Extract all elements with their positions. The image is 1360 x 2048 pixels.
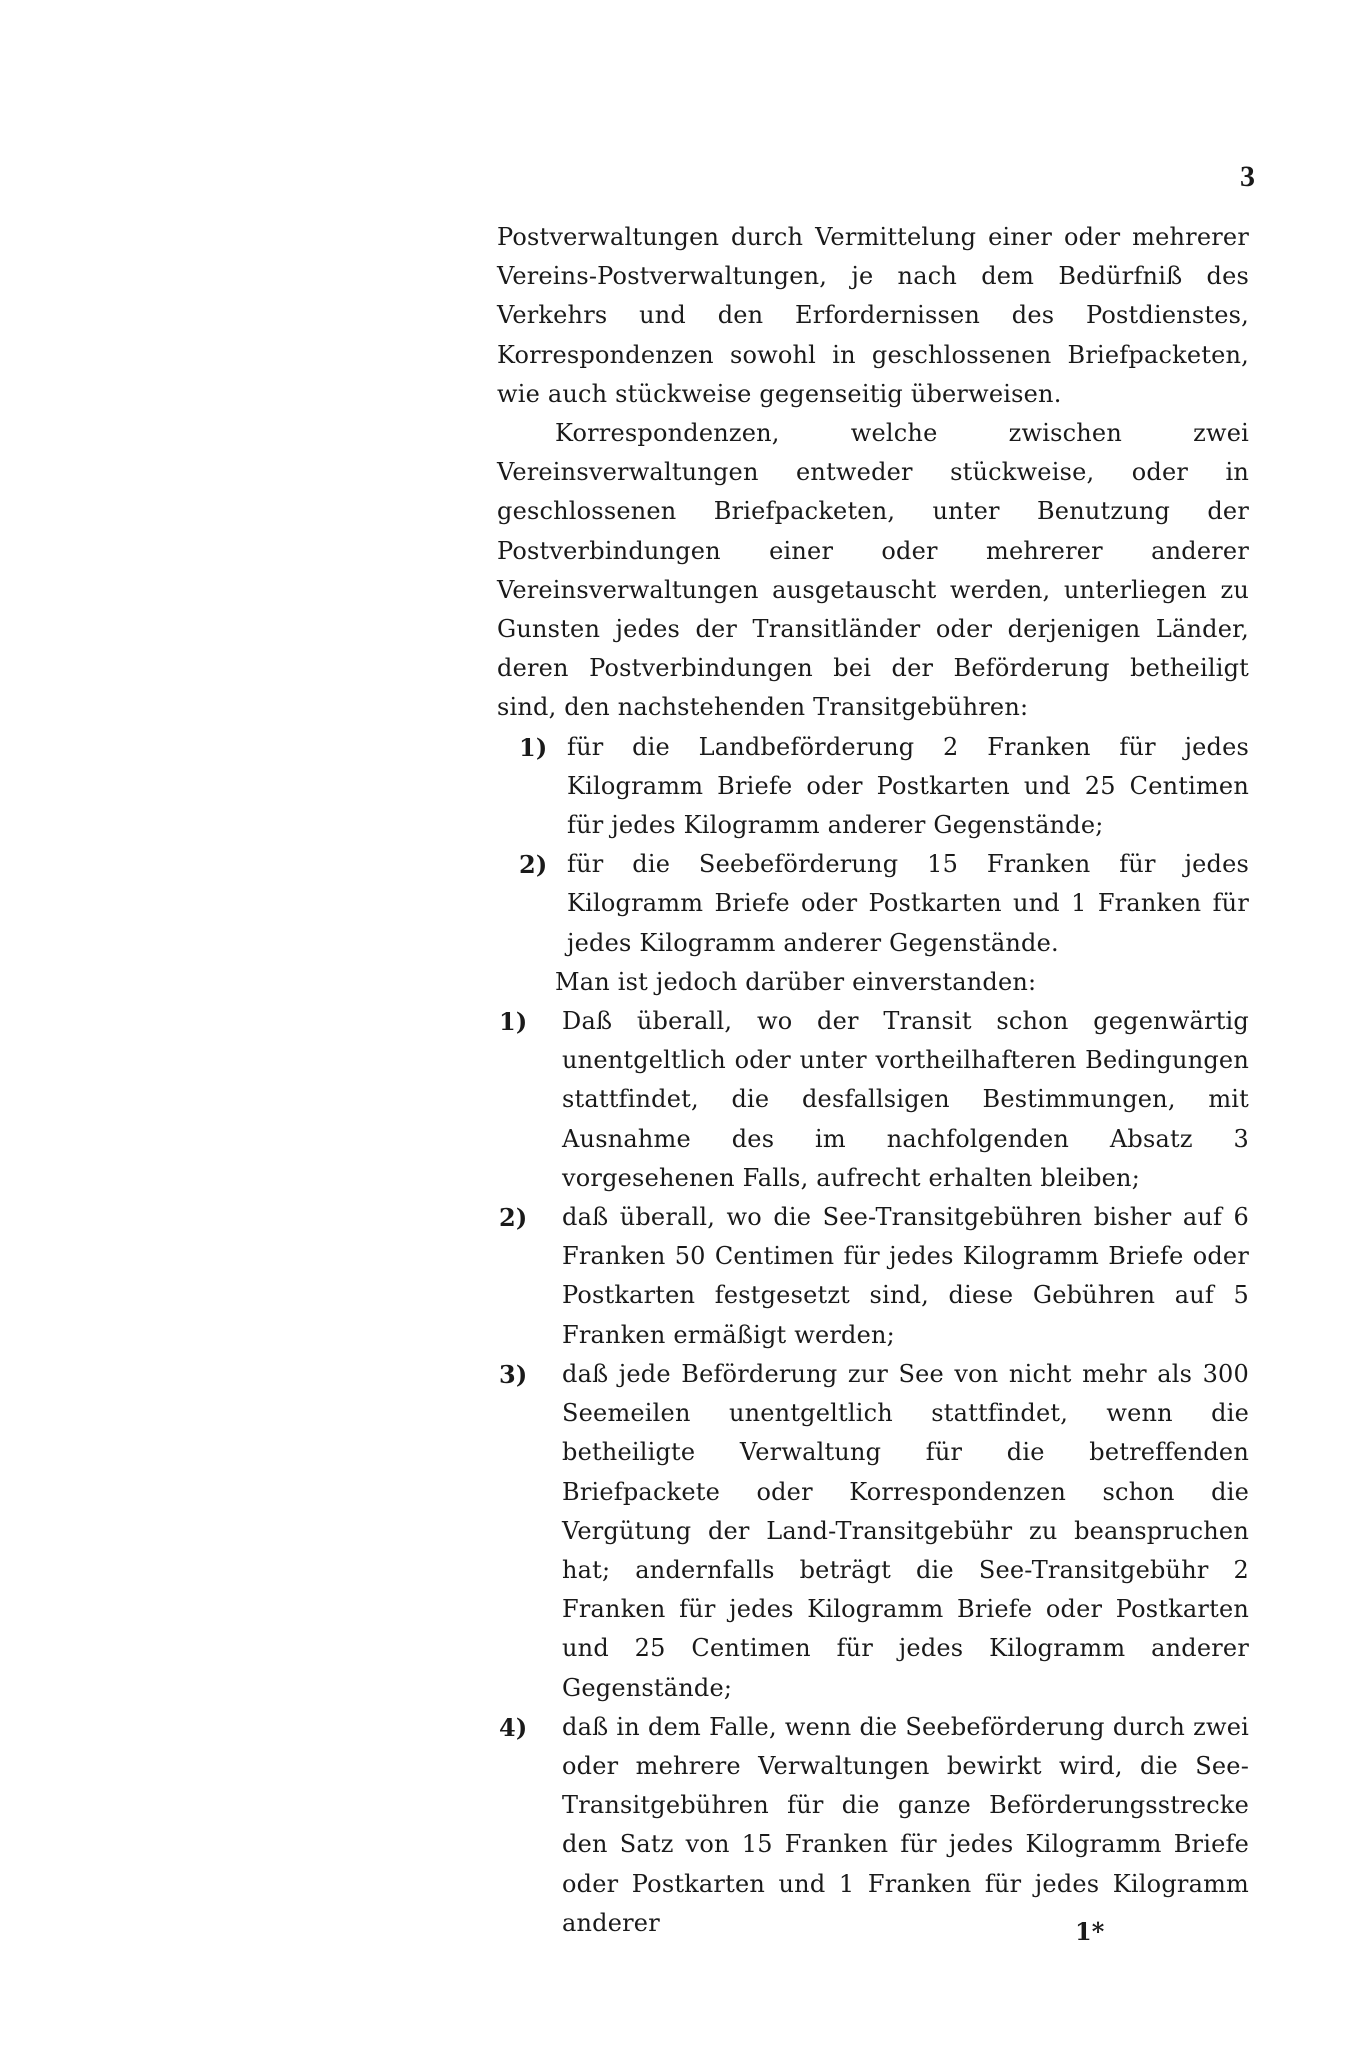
list-item-text: Daß überall, wo der Transit schon gegenwärtig unentgeltlich oder unter vortheilhafteren Bedingungen stattfindet, die desfallsigen Bestimmungen, mit Ausnahme des im nachfolgenden Absatz 3 vorgesehenen Falls, aufrecht erhalten bleiben; xyxy=(562,1007,1249,1192)
list-item-text: für die Seebeförderung 15 Franken für jedes Kilogramm Briefe oder Postkarten und 1 Franken für jedes Kilogramm anderer Gegenstände. xyxy=(567,850,1249,957)
list-item-text: daß jede Beförderung zur See von nicht mehr als 300 Seemeilen unentgeltlich stattfindet, wenn die betheiligte Verwaltung für die betreffenden Briefpackete oder Korrespondenzen schon die Vergütung der Land-Transitgebühr zu beanspruchen hat; andernfalls beträgt die See-Transitgebühr 2 Franken für jedes Kilogramm Briefe oder Postkarten und 25 Centimen für jedes Kilogramm anderer Gegenstände; xyxy=(562,1359,1249,1702)
list-item-text: daß in dem Falle, wenn die Seebeförderung durch zwei oder mehrere Verwaltungen bewirkt wird, die See-Transitgebühren für die ganze Beförderungsstrecke den Satz von 15 Franken für jedes Kilogramm Briefe oder Postkarten und 1 Franken für jedes Kilogramm anderer xyxy=(562,1712,1249,1937)
list-item xyxy=(497,728,1249,846)
list-number: 1) xyxy=(499,1007,528,1037)
body-text xyxy=(497,218,1249,1943)
page-number: 3 xyxy=(1240,160,1255,193)
list-item-text: daß überall, wo die See-Transitgebühren bisher auf 6 Franken 50 Centimen für jedes Kilogramm Briefe oder Postkarten festgesetzt sind, diese Gebühren auf 5 Franken ermäßigt werden; xyxy=(562,1203,1249,1349)
list-item xyxy=(497,1355,1249,1708)
agreement-list xyxy=(497,1002,1249,1943)
paragraph-transit-fees: Korrespondenzen, welche zwischen zwei Vereinsverwaltungen entweder stückweise, oder in geschlossenen Briefpacketen, unter Benutzung der Postverbindungen einer oder mehrerer anderer Vereinsverwaltungen ausgetauscht werden, unterliegen zu Gunsten jedes der Transitländer oder derjenigen Länder, deren Postverbindungen bei der Beförderung betheiligt sind, den nachstehenden Transitgebühren: xyxy=(497,419,1249,722)
list-number: 4) xyxy=(499,1712,528,1742)
signature-mark: 1* xyxy=(1075,1917,1105,1946)
list-item xyxy=(497,1198,1249,1355)
paragraph-continuation: Postverwaltungen durch Vermittelung einer oder mehrerer Vereins-Postverwaltungen, je nach dem Bedürfniß des Verkehrs und den Erfordernissen des Postdienstes, Korrespondenzen sowohl in geschlossenen Briefpacketen, wie auch stückweise gegenseitig überweisen. xyxy=(497,223,1249,408)
list-item xyxy=(497,845,1249,963)
list-number: 2) xyxy=(499,1203,528,1233)
list-item xyxy=(497,1002,1249,1198)
paragraph-agreement: Man ist jedoch darüber einverstanden: xyxy=(555,967,1037,996)
list-number: 3) xyxy=(499,1359,528,1389)
list-item-text: für die Landbeförderung 2 Franken für jedes Kilogramm Briefe oder Postkarten und 25 Centimen für jedes Kilogramm anderer Gegenstände; xyxy=(567,732,1249,840)
list-number: 1) xyxy=(519,732,548,762)
transit-fee-list xyxy=(497,728,1249,963)
list-item xyxy=(497,1708,1249,1943)
list-number: 2) xyxy=(519,850,548,880)
